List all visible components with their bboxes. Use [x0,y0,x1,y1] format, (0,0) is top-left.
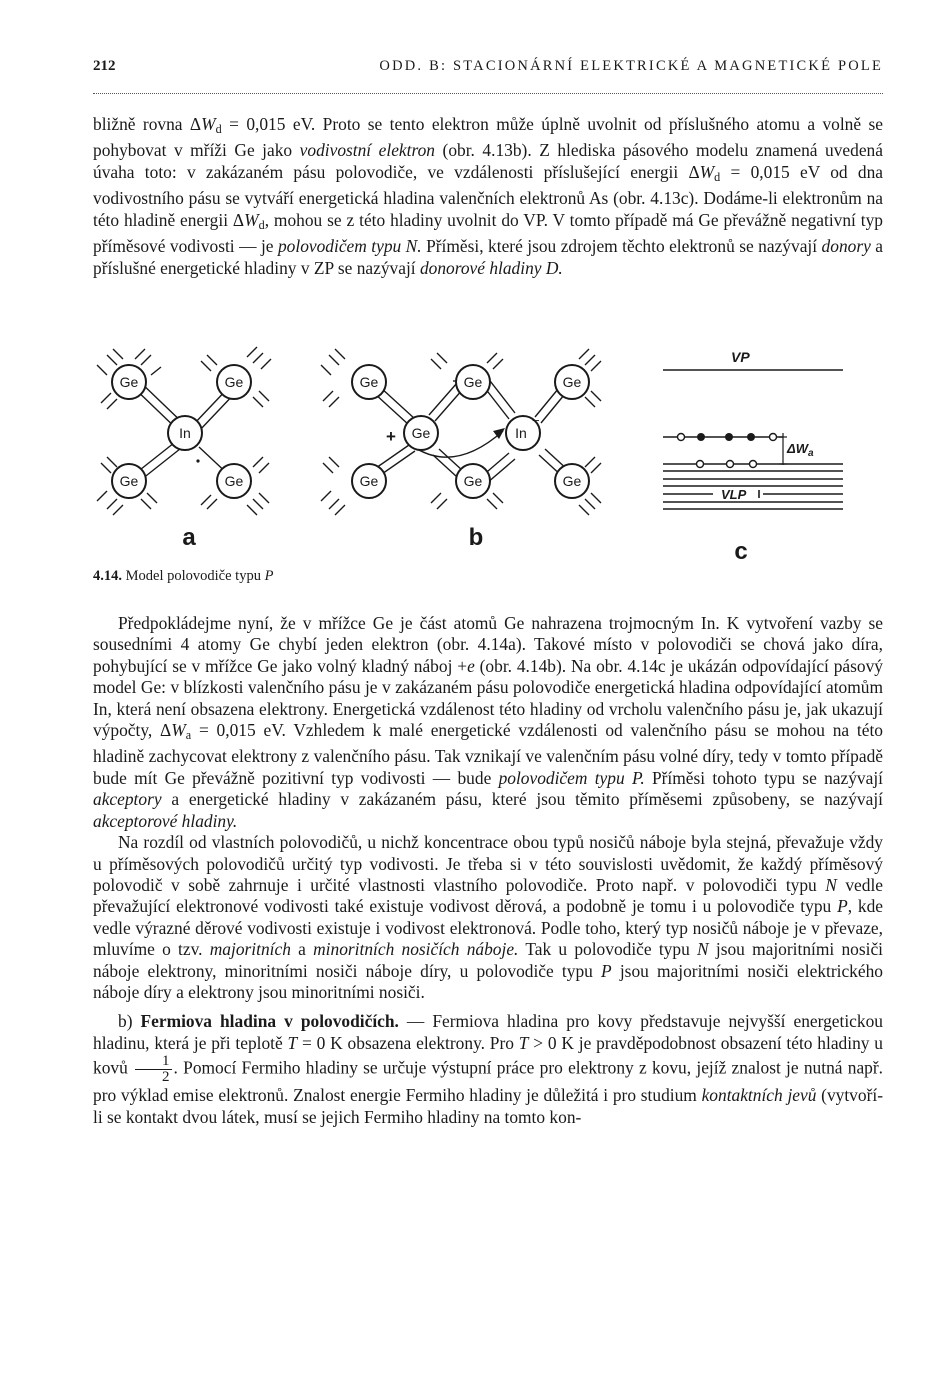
text-span: a [185,728,192,743]
text-span: T [287,1032,298,1053]
text-span: Příměsi tohoto typu se nazývají [644,767,883,788]
text-span: e [467,655,475,676]
atom-ge-8: Ge [411,425,431,441]
text-span: W [201,114,216,134]
paragraph-3 [93,832,883,1003]
figure-caption [93,568,273,585]
header-rule [93,93,883,94]
text-span: W [244,209,259,230]
text-span: (obr. 4.13b). Z hlediska pásového modelu znamená uvedená úvaha toto: v zakázaném pásu polovodiče, ve vzdálenosti příslušející energii [93,140,883,182]
text-span: Δ [232,209,245,230]
text-span: — Fermiova hladina pro kovy představuje nejvyšší energetickou hladinu, která je při teplotě [93,1011,883,1053]
text-span: Na rozdíl od vlastních polovodičů, u nichž koncentrace obou typů nosičů náboje byla stejná, převažuje vždy u příměsových polovodičů určitý typ vodivosti. Je třeba si v této souvislosti uvědomit, že každý příměsový polovodič v sobě zahrnuje i určité vlastnosti vlastního polovodiče. Proto např. v polovodiči typu [93,832,883,895]
text-span: d [258,217,265,232]
band-label-vp: VP [731,349,750,365]
atom-ge-7: Ge [562,374,582,390]
text-span: vedle převažující elektronové vodivosti také existuje vodivost děrová, a podobně je tomu i u polovodiče typu [93,874,883,917]
text-span: > 0 K je pravděpodobnost obsazení této hladiny u kovů [93,1032,883,1078]
text-span: N [697,939,709,960]
panel-label-a: a [182,524,196,551]
text-span: = 0,015 eV. Proto se tento elektron může úplně uvolnit od příslušného atomu a volně se pohybovat v mříži Ge jako [93,114,883,161]
positive-sign: + [386,427,396,446]
text-span: = 0 K obsazena elektrony. Pro [297,1032,519,1053]
text-span: majoritních [209,939,291,960]
atom-ge-6: Ge [463,374,483,390]
text-span: jsou majoritními nosiči náboje elektrony, minoritními nosiči náboje díry, u polovodiče typu [93,939,884,981]
text-span: donorové hladiny D. [419,257,563,278]
band-label-vlp: VLP [721,487,747,502]
text-span: ΔW [787,441,808,456]
text-span: 4.14. [93,568,122,584]
atom-ge-5: Ge [359,374,379,390]
text-span: (obr. 4.14b). Na obr. 4.14c je ukázán odpovídající pásový model Ge: v blízkosti valenčního pásu je v zakázaném pásu polovodiče energetická hladina odpovídající atomům In, která není obsazena elektrony. Energetická vzdálenost této hladiny od vrcholu valenčního pásu je, jak ukazují výpočty, [93,655,883,741]
text-span: a [290,939,314,960]
text-span: Δ [688,161,700,182]
negative-sign: − [532,413,540,428]
text-span: minoritních nosičích náboje. [313,939,519,960]
paragraph-1 [93,114,883,279]
atom-ge-1: Ge [119,374,139,390]
atom-in-a: In [179,425,191,441]
text-span: 2 [162,1069,170,1086]
text-span: Δ [160,720,172,741]
text-span: kontaktních jevů [701,1085,817,1106]
text-span: = 0,015 eV od dna vodivostního pásu se vytváří energetická hladina valenčních elektronů As (obr. 4.13c). Dodáme-li elektronům na této hladině energii [93,161,883,230]
text-span: a energetické hladiny v zakázaném pásu, které jsou těmito příměsemi způsobeny, se nazývají [161,789,883,810]
text-span: bližně rovna [93,114,190,134]
text-span: Příměsi, které jsou zdrojem těchto elektronů se nazývají [421,236,822,257]
text-span: W [171,720,186,741]
figure-4-14 [93,345,883,565]
text-span: vodivostní elektron [299,140,435,161]
atom-ge-2: Ge [224,374,244,390]
text-span: P [264,568,274,584]
text-span: Model polovodiče typu [122,568,265,584]
text-span: , kde vedle výrazné děrové vodivosti existuje i vodivost elektronová. Podle toho, který typ nosičů náboje je v převaze, mluvíme o tzv. [93,896,883,960]
page-header [93,58,883,75]
text-span: akceptorové hladiny. [93,810,238,831]
text-span: T [518,1032,529,1053]
text-span: P [601,960,612,981]
text-span: b) [118,1011,141,1032]
text-span: Fermiova hladina v polovodičích. [140,1011,399,1032]
paragraph-4 [93,1011,883,1128]
atom-in-b: In [515,425,527,441]
text-span: P [837,896,848,917]
atom-ge-10: Ge [463,473,483,489]
text-span: polovodičem typu P. [498,767,645,788]
fraction-one-half [135,1054,172,1085]
text-span: a [808,448,814,459]
page-number: 212 [93,58,116,74]
atom-ge-9: Ge [359,473,379,489]
text-span: Δ [189,114,202,134]
text-span: d [215,122,222,137]
text-span: polovodičem typu N. [277,236,422,257]
text-span: akceptory [93,789,162,810]
panel-label-c: c [734,538,748,565]
text-span: d [714,169,721,184]
running-title: ODD. B: STACIONÁRNÍ ELEKTRICKÉ A MAGNETICKÉ POLE [379,58,883,74]
text-span: a příslušné energetické hladiny v ZP se nazývají [93,236,884,278]
atom-ge-3: Ge [119,473,139,489]
text-span: . Pomocí Fermiho hladiny se určuje výstupní práce pro elektrony z kovu, jejíž znalost je nutná např. pro výklad emise elektronů. Znalost energie Fermiho hladiny je důležitá i pro studium [93,1057,883,1106]
text-span: jsou majoritními nosiči elektrického náboje díry a elektrony jsou minoritními nosiči. [93,960,883,1002]
text-span: , mohou se z této hladiny uvolnit do VP. V tomto případě má Ge převážně negativní typ příměsové vodivosti — je [93,209,883,257]
text-span: W [699,161,715,182]
text-span: (vytvoří-li se kontakt dvou látek, musí se jejich Fermiho hladiny na tomto kon- [93,1085,883,1127]
atom-ge-11: Ge [562,473,582,489]
text-span: = 0,015 eV. Vzhledem k malé energetické vzdálenosti od valenčního pásu se mohou na této hladině zachycovat elektrony z valenčního pásu. Tak vznikají ve valenčním pásu volné díry, tedy v tomto případě bude mít Ge převážně pozitivní typ vodivosti — bude [93,720,883,788]
text-span: donory [821,236,871,257]
panel-label-b: b [468,524,484,551]
atom-ge-4: Ge [224,473,244,489]
text-span: Tak u polovodiče typu [518,939,698,960]
text-span: Předpokládejme nyní, že v mřížce Ge je část atomů Ge nahrazena trojmocným In. K vytvoření vazby se sousedními 4 atomy Ge chybí jeden elektron (obr. 4.14a). Takové místo v polovodiči se chová jako díra, pohybující se v mřížce Ge jako volný kladný náboj + [93,613,883,676]
text-span: 1 [135,1054,172,1070]
delta-w-label [786,441,814,459]
paragraph-2 [93,613,883,1128]
text-span: N [825,874,837,895]
